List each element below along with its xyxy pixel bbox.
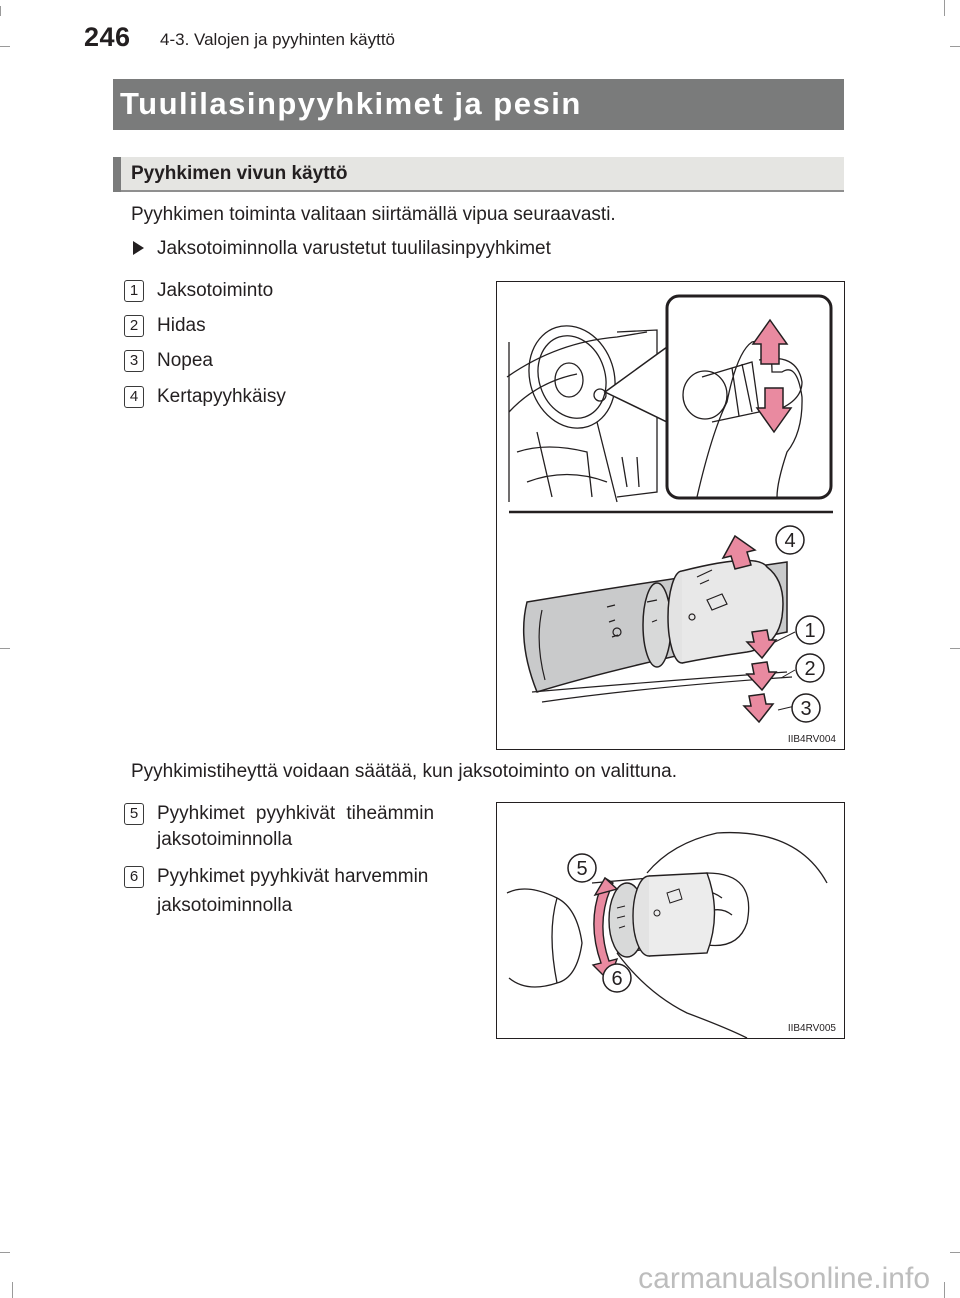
watermark: carmanualsonline.info	[638, 1262, 930, 1295]
list-number: 4	[124, 386, 144, 408]
list-item-label: Kertapyyhkäisy	[157, 386, 286, 407]
list-item-label: Hidas	[157, 315, 206, 336]
list-number: 2	[124, 315, 144, 337]
figure-code: IIB4RV004	[787, 734, 836, 745]
list-item-line: jaksotoiminnolla	[157, 829, 293, 850]
bullet-triangle-icon	[133, 241, 144, 255]
crop-mark	[950, 1252, 960, 1253]
adjust-intro: Pyyhkimistiheyttä voidaan säätää, kun jaksotoiminto on valittuna.	[131, 761, 678, 782]
crop-mark	[0, 1252, 10, 1253]
figure-code: IIB4RV005	[787, 1023, 836, 1034]
callout-3: 3	[800, 698, 812, 720]
list-number: 5	[124, 803, 144, 825]
crop-mark	[950, 648, 960, 649]
interval-adjust-figure	[496, 802, 845, 1039]
running-head: 4-3. Valojen ja pyyhinten käyttö	[160, 30, 395, 49]
intro-text: Pyyhkimen toiminta valitaan siirtämällä vipua seuraavasti.	[131, 204, 616, 225]
list-item-label: Jaksotoiminto	[157, 280, 274, 301]
list-item-line: jaksotoiminnolla	[157, 895, 293, 916]
section-title: Tuulilasinpyyhkimet ja pesin	[120, 86, 582, 121]
crop-mark	[12, 1282, 13, 1298]
crop-mark	[0, 648, 10, 649]
variant-heading: Jaksotoiminnolla varustetut tuulilasinpyyhkimet	[157, 238, 551, 259]
subsection-title: Pyyhkimen vivun käyttö	[131, 163, 348, 184]
callout-5: 5	[576, 858, 588, 880]
crop-mark	[0, 6, 1, 16]
callout-4: 4	[784, 530, 796, 552]
callout-1: 1	[804, 620, 816, 642]
list-number: 3	[124, 350, 144, 372]
wiper-lever-illustration	[497, 282, 844, 749]
wiper-lever-figure	[496, 281, 845, 750]
list-item-line: Pyyhkimet pyyhkivät harvemmin	[157, 866, 429, 887]
list-number: 6	[124, 866, 144, 888]
interval-adjust-illustration	[497, 803, 844, 1038]
list-item-label: Nopea	[157, 350, 213, 371]
subsection-accent	[113, 157, 121, 192]
crop-mark	[0, 46, 10, 47]
crop-mark	[944, 0, 945, 16]
crop-mark	[950, 46, 960, 47]
callout-2: 2	[804, 658, 816, 680]
list-number: 1	[124, 280, 144, 302]
callout-6: 6	[611, 968, 623, 990]
page-number: 246	[84, 22, 131, 52]
list-item-line: Pyyhkimet pyyhkivät tiheämmin	[157, 803, 435, 824]
crop-mark	[944, 1282, 945, 1298]
